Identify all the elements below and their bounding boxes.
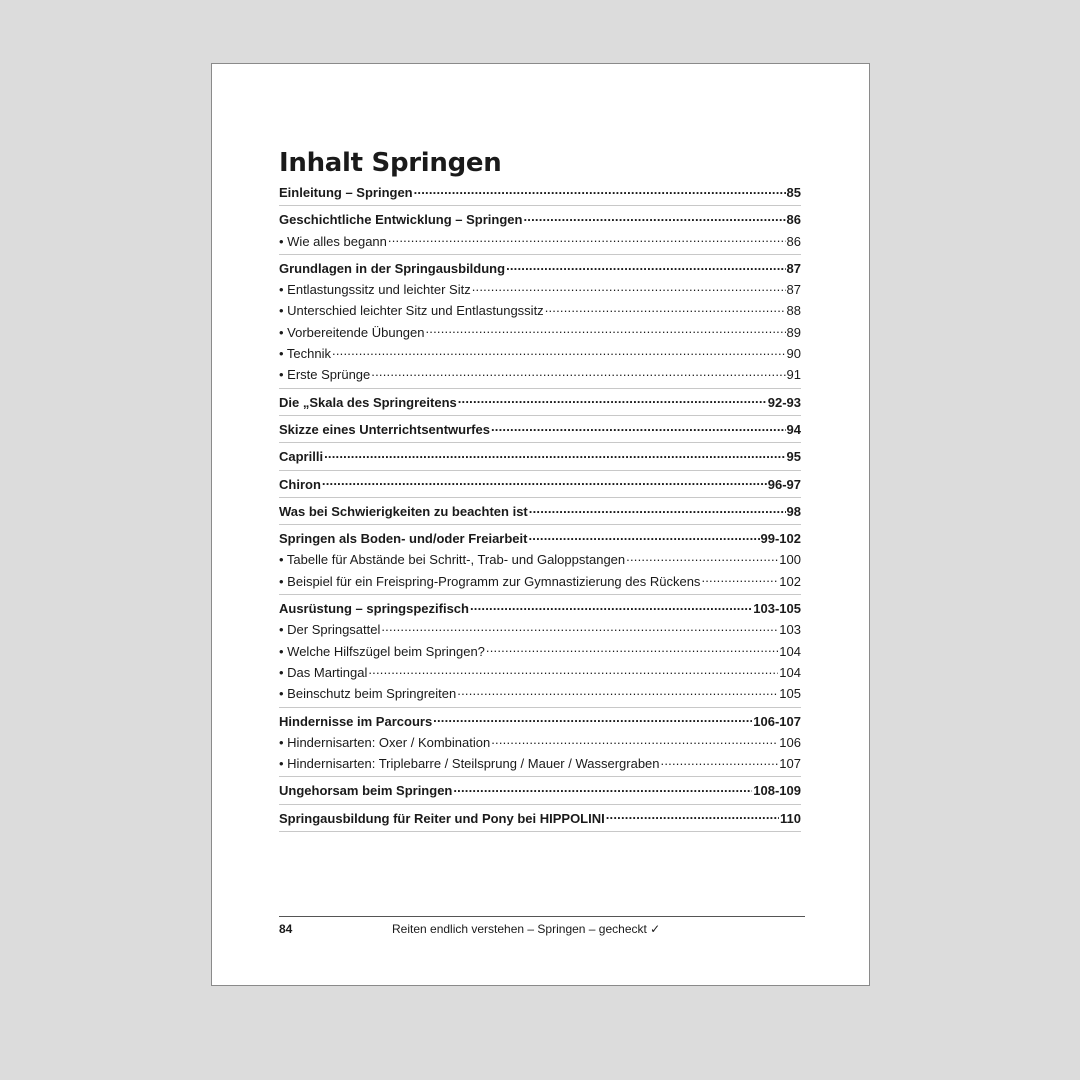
toc-subentry (279, 322, 801, 343)
toc-section (279, 808, 801, 832)
toc-section (279, 182, 801, 206)
dot-leader (457, 686, 778, 698)
toc-entry (279, 780, 801, 801)
toc-entry-label: Einleitung – Springen (279, 185, 413, 200)
dot-leader (529, 504, 786, 516)
toc-entry (279, 209, 801, 230)
toc-entry (279, 528, 801, 549)
toc-section (279, 419, 801, 443)
toc-entry-page: 89 (786, 324, 801, 340)
toc-section (279, 474, 801, 498)
toc-entry-page: 92-93 (767, 394, 801, 410)
dot-leader (626, 552, 778, 564)
toc-entry-label: • Hindernisarten: Oxer / Kombination (279, 734, 491, 750)
toc-entry-page: 88 (786, 303, 801, 319)
toc-entry-label: Die „Skala des Springreitens (279, 394, 457, 410)
toc-section (279, 392, 801, 416)
toc-entry (279, 392, 801, 413)
dot-leader (322, 477, 767, 489)
toc-entry-label: Grundlagen in der Springausbildung (279, 260, 506, 276)
toc-section (279, 711, 801, 778)
toc-entry-page: 91 (786, 367, 801, 383)
toc-entry-label: • Vorbereitende Übungen (279, 324, 425, 340)
toc-entry-label: Ungehorsam beim Springen (279, 783, 453, 799)
document-page (211, 63, 870, 986)
toc-subentry (279, 753, 801, 774)
toc-entry-label: • Der Springsattel (279, 622, 381, 638)
dot-leader (472, 282, 786, 294)
toc-section (279, 258, 801, 389)
dot-leader (506, 261, 785, 273)
toc-entry-page: 107 (779, 756, 801, 772)
toc-entry (279, 501, 801, 522)
toc-entry-label: • Beinschutz beim Springreiten (279, 686, 457, 702)
toc-entry-page: 96-97 (767, 476, 801, 492)
toc-entry-label: • Entlastungssitz und leichter Sitz (279, 282, 471, 298)
toc-entry-page: 106-107 (753, 713, 801, 729)
dot-leader (491, 735, 778, 747)
dot-leader (368, 665, 778, 677)
dot-leader (324, 449, 785, 461)
footer-page-number: 84 (279, 922, 293, 936)
toc-section (279, 209, 801, 255)
toc-entry-label: • Technik (279, 346, 332, 362)
toc-section (279, 501, 801, 525)
toc-section (279, 780, 801, 804)
toc-entry-page: 94 (786, 421, 801, 437)
toc-entry-page: 86 (786, 233, 801, 249)
dot-leader (523, 212, 785, 224)
toc-entry-label: • Hindernisarten: Triplebarre / Steilsprung / Mauer / Wassergraben (279, 756, 660, 772)
toc-entry-page: 90 (786, 346, 801, 362)
dot-leader (332, 346, 786, 358)
toc-entry-page: 106 (779, 734, 801, 750)
toc-entry-page: 98 (786, 503, 801, 519)
dot-leader (661, 756, 779, 768)
toc-entry (279, 711, 801, 732)
toc-subentry (279, 732, 801, 753)
toc-subentry (279, 549, 801, 570)
toc-entry-page: 110 (780, 810, 801, 826)
toc-entry-label: • Unterschied leichter Sitz und Entlastungssitz (279, 303, 544, 319)
toc-entry-label: Geschichtliche Entwicklung – Springen (279, 212, 523, 228)
page-footer (279, 916, 805, 936)
dot-leader (433, 714, 752, 726)
toc-subentry (279, 279, 801, 300)
dot-leader (381, 622, 778, 634)
toc-entry-page: 99-102 (760, 531, 801, 547)
dot-leader (458, 395, 767, 407)
toc-entry (279, 808, 801, 829)
toc-entry-label: Springausbildung für Reiter und Pony bei HIPPOLINI (279, 810, 605, 826)
toc-entry-page: 102 (779, 573, 801, 589)
toc-subentry (279, 343, 801, 364)
toc-entry (279, 598, 801, 619)
toc-entry-label: • Beispiel für ein Freispring-Programm zur Gymnastizierung des Rückens (279, 573, 701, 589)
page-title: Inhalt Springen (279, 148, 502, 178)
dot-leader (491, 422, 786, 434)
dot-leader (388, 234, 786, 246)
toc-entry (279, 474, 801, 495)
toc-entry-label: Ausrüstung – springspezifisch (279, 601, 469, 617)
dot-leader (470, 601, 752, 613)
dot-leader (528, 531, 759, 543)
toc-subentry (279, 364, 801, 385)
toc-entry-page: 108-109 (753, 783, 801, 799)
toc-entry-page: 104 (779, 643, 801, 659)
dot-leader (414, 185, 786, 197)
dot-leader (606, 811, 779, 823)
toc-subentry (279, 300, 801, 321)
toc-section (279, 528, 801, 595)
dot-leader (701, 574, 778, 586)
dot-leader (453, 783, 752, 795)
toc-subentry (279, 571, 801, 592)
toc-subentry (279, 683, 801, 704)
toc-entry-label: Skizze eines Unterrichtsentwurfes (279, 421, 490, 437)
toc-entry-page: 95 (786, 449, 801, 465)
toc-entry (279, 182, 801, 203)
toc-section (279, 446, 801, 470)
toc-entry-label: Chiron (279, 476, 321, 492)
toc-section (279, 598, 801, 707)
toc-entry-label: Springen als Boden- und/oder Freiarbeit (279, 531, 528, 547)
toc-entry-label: • Erste Sprünge (279, 367, 371, 383)
toc-entry-page: 87 (786, 260, 801, 276)
toc-subentry (279, 231, 801, 252)
toc-entry-page: 103-105 (753, 601, 801, 617)
toc-entry (279, 446, 801, 467)
toc-entry-label: Hindernisse im Parcours (279, 713, 433, 729)
toc-entry-page: 100 (779, 552, 801, 568)
dot-leader (486, 644, 778, 656)
toc-subentry (279, 662, 801, 683)
table-of-contents (279, 148, 801, 835)
toc-entry-label: Caprilli (279, 449, 324, 465)
toc-entry-label: Was bei Schwierigkeiten zu beachten ist (279, 503, 528, 519)
toc-entry-label: • Wie alles begann (279, 233, 387, 249)
toc-entry-label: • Tabelle für Abstände bei Schritt-, Trab- und Galoppstangen (279, 552, 626, 568)
toc-entry-label: • Das Martingal (279, 664, 368, 680)
toc-entry-page: 103 (779, 622, 801, 638)
toc-entry (279, 258, 801, 279)
toc-entry (279, 419, 801, 440)
toc-entry-page: 87 (786, 282, 801, 298)
toc-entry-page: 104 (779, 664, 801, 680)
toc-list (279, 182, 801, 832)
toc-entry-page: 105 (779, 686, 801, 702)
toc-subentry (279, 619, 801, 640)
dot-leader (371, 367, 785, 379)
footer-book-title: Reiten endlich verstehen – Springen – gecheckt ✓ (392, 922, 661, 936)
dot-leader (426, 325, 786, 337)
toc-entry-label: • Welche Hilfszügel beim Springen? (279, 643, 485, 659)
dot-leader (545, 303, 786, 315)
toc-subentry (279, 641, 801, 662)
toc-entry-page: 85 (786, 185, 801, 200)
toc-entry-page: 86 (786, 212, 801, 228)
